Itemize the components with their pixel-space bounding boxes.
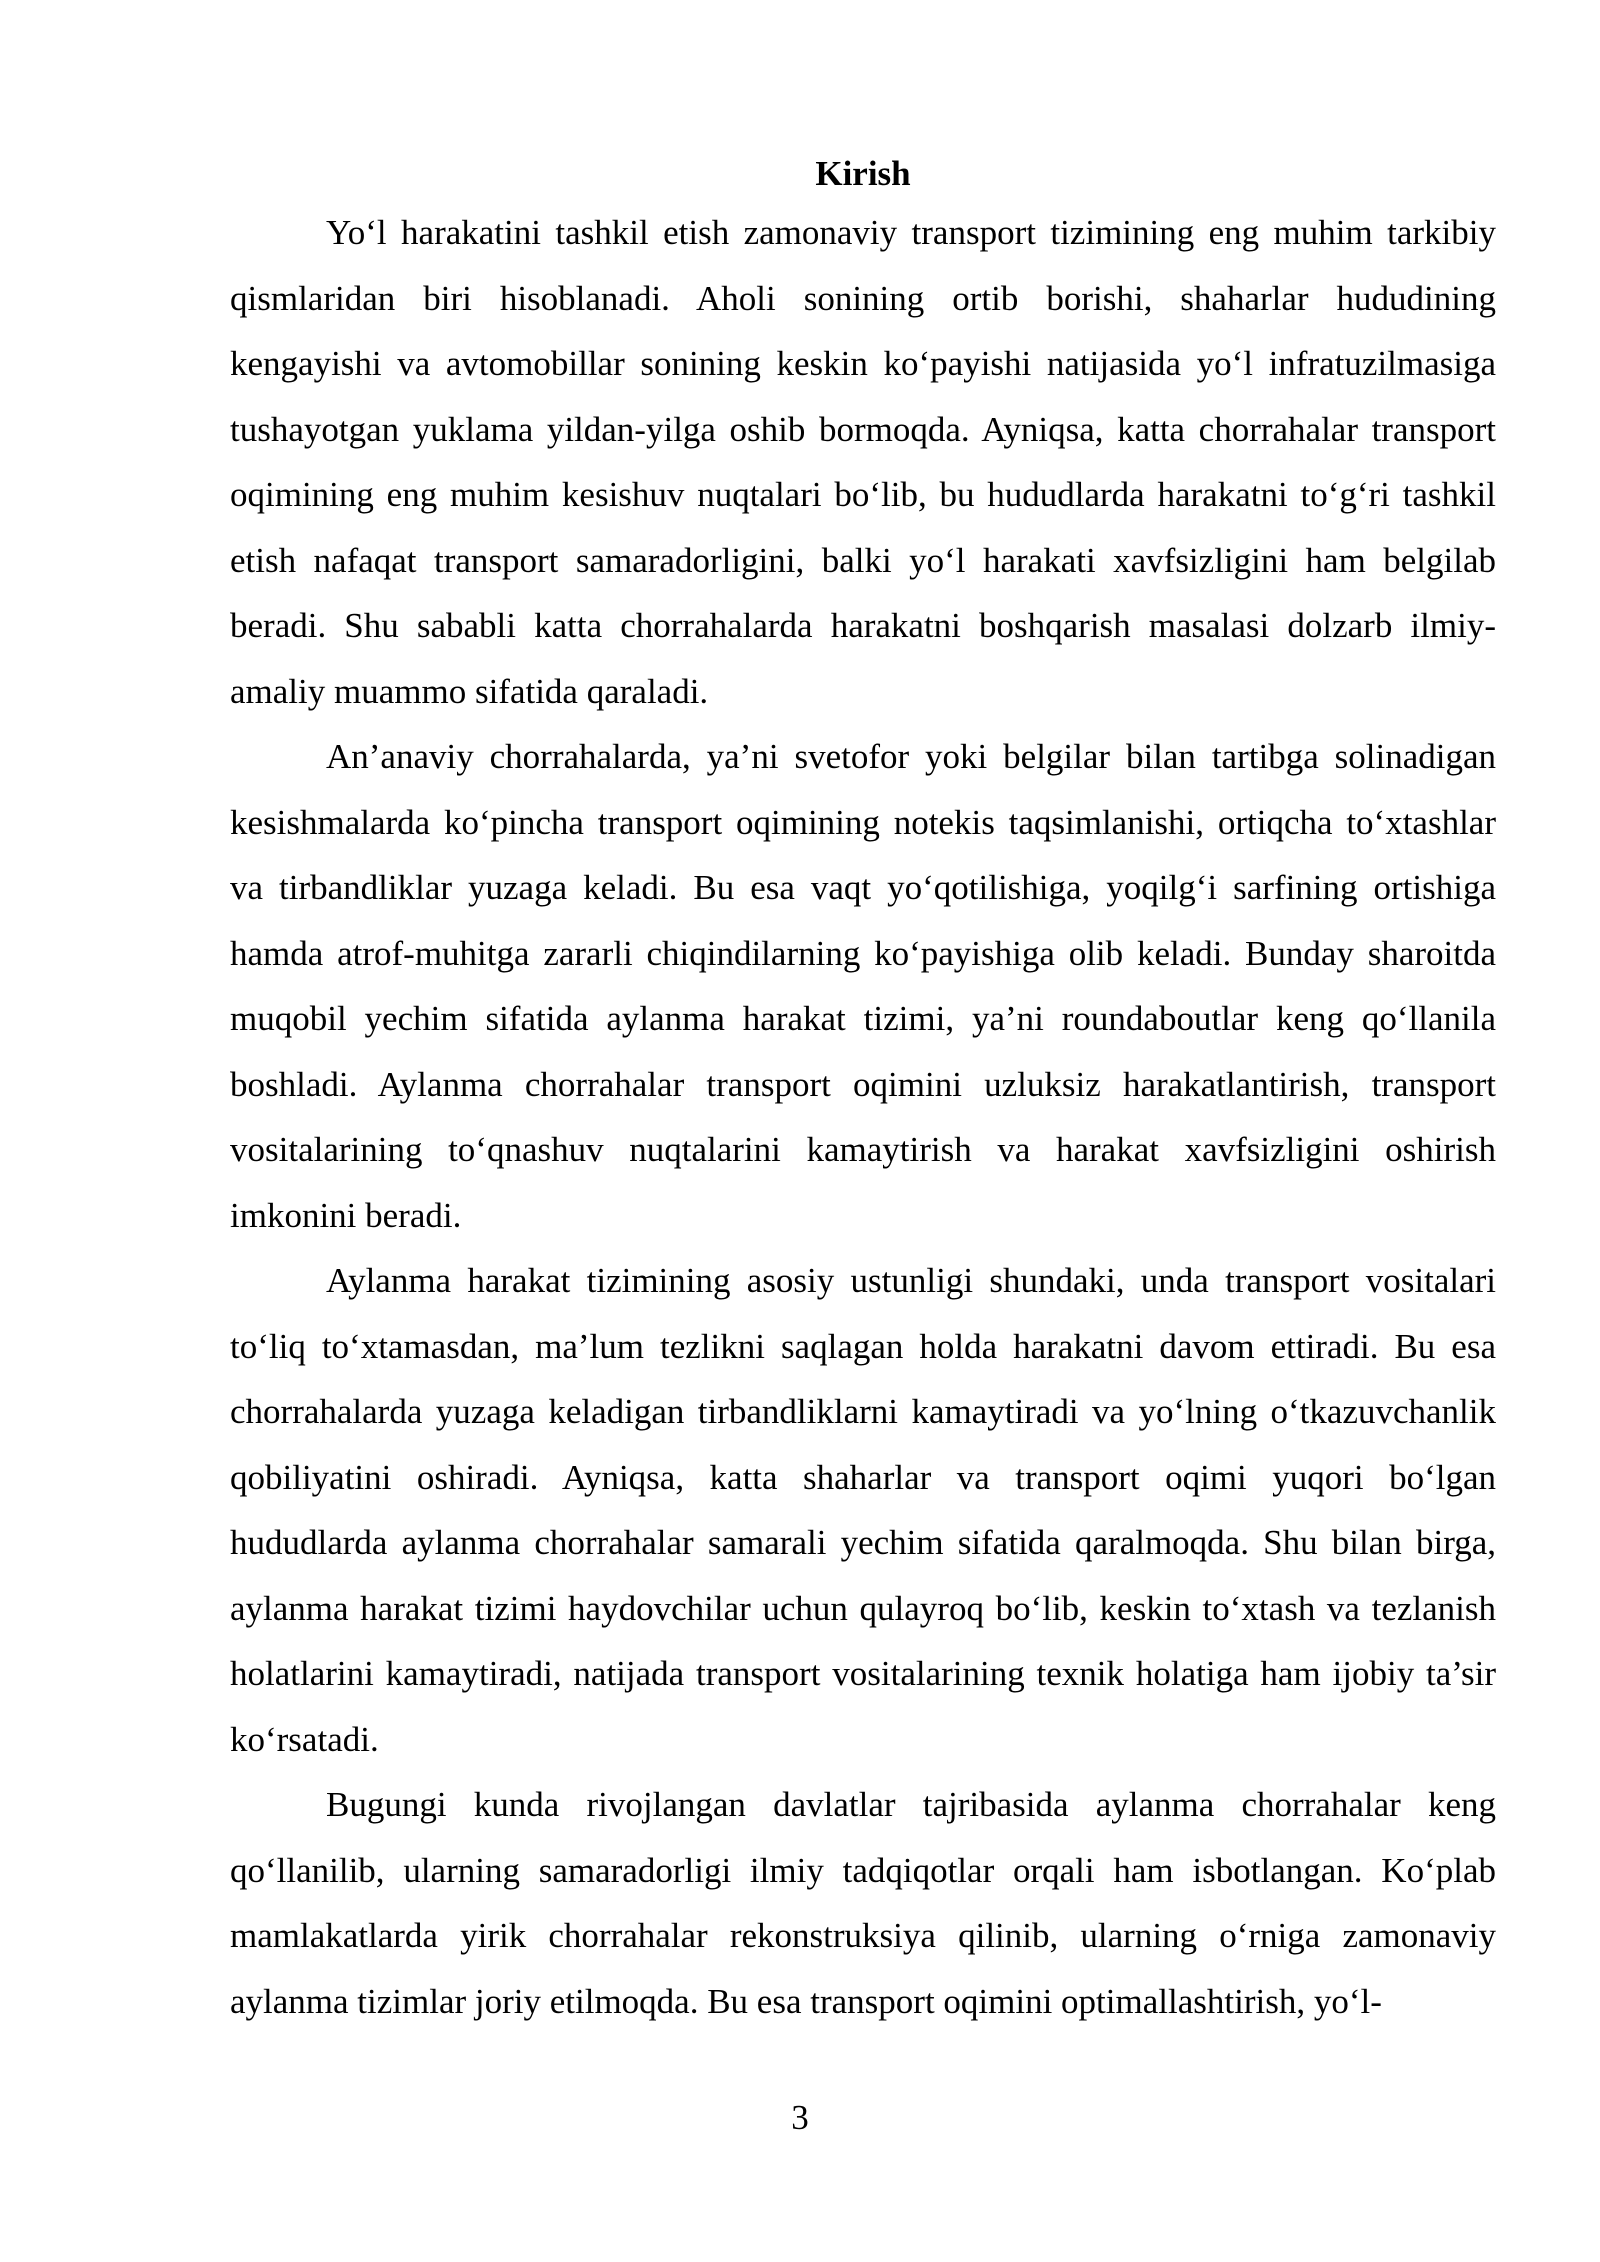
paragraph-2: An’anaviy chorrahalarda, ya’ni svetofor yoki belgilar bilan tartibga solinadigan kesishmalarda ko‘pincha transport oqimining notekis taqsimlanishi, ortiqcha to‘xtashlar va tirbandliklar yuzaga keladi. Bu esa vaqt yo‘qotilishiga, yoqilg‘i sarfining ortishiga hamda atrof-muhitga zararli chiqindilarning ko‘payishiga olib keladi. Bunday sharoitda muqobil yechim sifatida aylanma harakat tizimi, ya’ni roundaboutlar keng qo‘llanila boshladi. Aylanma chorrahalar transport oqimini uzluksiz harakatlantirish, transport vositalarining to‘qnashuv nuqtalarini kamaytirish va harakat xavfsizligini oshirish imkonini beradi. (230, 737, 1496, 1235)
paragraph-3: Aylanma harakat tizimining asosiy ustunligi shundaki, unda transport vositalari to‘liq to‘xtamasdan, ma’lum tezlikni saqlagan holda harakatni davom ettiradi. Bu esa chorrahalarda yuzaga keladigan tirbandliklarni kamaytiradi va yo‘lning o‘tkazuvchanlik qobiliyatini oshiradi. Ayniqsa, katta shaharlar va transport oqimi yuqori bo‘lgan hududlarda aylanma chorrahalar samarali yechim sifatida qaralmoqda. Shu bilan birga, aylanma harakat tizimi haydovchilar uchun qulayroq bo‘lib, keskin to‘xtash va tezlanish holatlarini kamaytiradi, natijada transport vositalarining texnik holatiga ham ijobiy ta’sir ko‘rsatadi. (230, 1261, 1496, 1759)
paragraph-4: Bugungi kunda rivojlangan davlatlar tajribasida aylanma chorrahalar keng qo‘llanilib, ularning samaradorligi ilmiy tadqiqotlar orqali ham isbotlangan. Ko‘plab mamlakatlarda yirik chorrahalar rekonstruksiya qilinib, ularning o‘rniga zamonaviy aylanma tizimlar joriy etilmoqda. Bu esa transport oqimini optimallashtirish, yo‘l- (230, 1785, 1496, 2021)
section-title: Kirish (815, 154, 911, 193)
page-number: 3 (791, 2098, 809, 2137)
paragraph-1: Yo‘l harakatini tashkil etish zamonaviy transport tizimining eng muhim tarkibiy qismlaridan biri hisoblanadi. Aholi sonining ortib borishi, shaharlar hududining kengayishi va avtomobillar sonining keskin ko‘payishi natijasida yo‘l infratuzilmasiga tushayotgan yuklama yildan-yilga oshib bormoqda. Ayniqsa, katta chorrahalar transport oqimining eng muhim kesishuv nuqtalari bo‘lib, bu hududlarda harakatni to‘g‘ri tashkil etish nafaqat transport samaradorligini, balki yo‘l harakati xavfsizligini ham belgilab beradi. Shu sababli katta chorrahalarda harakatni boshqarish masalasi dolzarb ilmiy-amaliy muammo sifatida qaraladi. (230, 213, 1496, 711)
page-content (230, 148, 1496, 2034)
